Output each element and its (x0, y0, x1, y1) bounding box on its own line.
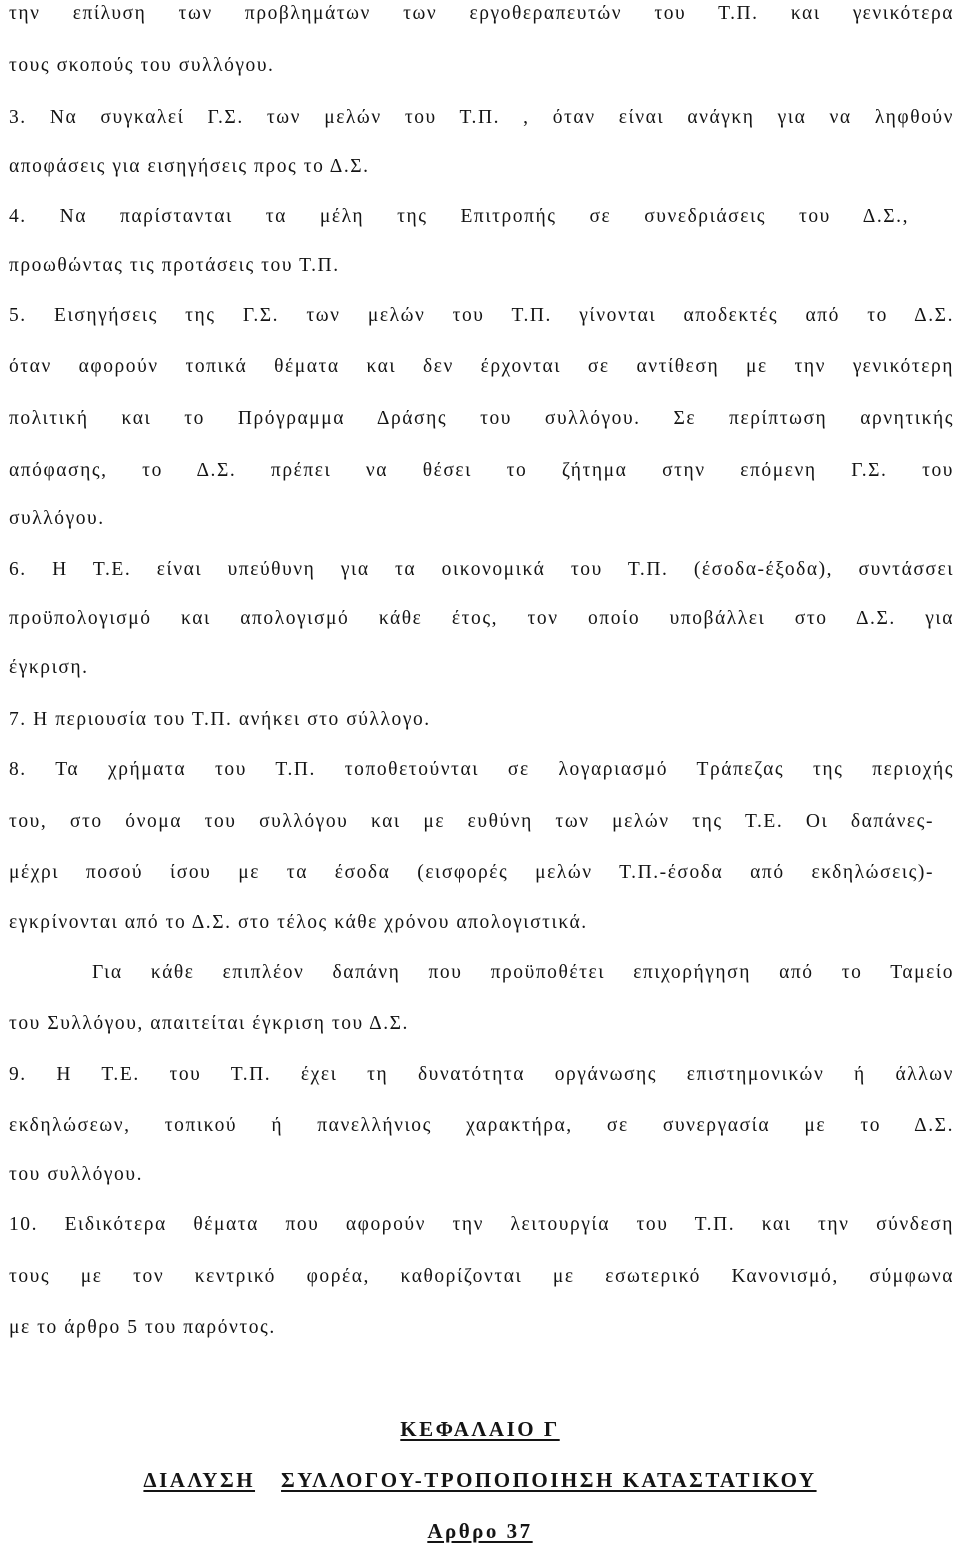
chapter-title-right: ΣΥΛΛΟΓΟΥ-ΤΡΟΠΟΠΟΙΗΣΗ ΚΑΤΑΣΤΑΤΙΚΟΥ (281, 1468, 817, 1492)
text-line: εκδηλώσεων, τοπικού ή πανελλήνιος χαρακτήρα, σε συνεργασία με το Δ.Σ. (9, 1115, 954, 1136)
text-line: Για κάθε επιπλέον δαπάνη που προϋποθέτει επιχορήγηση από το Ταμείο (92, 962, 954, 983)
text-line: μέχρι ποσού ίσου με τα έσοδα (εισφορές μελών Τ.Π.-έσοδα από εκδηλώσεις)- (9, 862, 934, 883)
text-line: προωθώντας τις προτάσεις του Τ.Π. (9, 255, 340, 276)
text-line: 7. Η περιουσία του Τ.Π. ανήκει στο σύλλογο. (9, 709, 431, 730)
chapter-title-left: ΔΙΑΛΥΣΗ (143, 1468, 256, 1492)
text-line: τους σκοπούς του συλλόγου. (9, 55, 275, 76)
text-line: πολιτική και το Πρόγραμμα Δράσης του συλλόγου. Σε περίπτωση αρνητικής (9, 408, 954, 429)
text-line: 3. Να συγκαλεί Γ.Σ. των μελών του Τ.Π. , όταν είναι ανάγκη για να ληφθούν (9, 107, 954, 128)
text-line: 10. Ειδικότερα θέματα που αφορούν την λειτουργία του Τ.Π. και την σύνδεση (9, 1214, 954, 1235)
text-line: προϋπολογισμό και απολογισμό κάθε έτος, τον οποίο υποβάλλει στο Δ.Σ. για (9, 608, 954, 629)
text-line: τους με τον κεντρικό φορέα, καθορίζονται με εσωτερικό Κανονισμό, σύμφωνα (9, 1266, 954, 1287)
chapter-heading-text: ΚΕΦΑΛΑΙΟ Γ (400, 1417, 560, 1441)
text-line: 4. Να παρίστανται τα μέλη της Επιτροπής σε συνεδριάσεις του Δ.Σ., (9, 206, 909, 227)
text-line: εγκρίνονται από το Δ.Σ. στο τέλος κάθε χρόνου απολογιστικά. (9, 912, 588, 933)
text-line: αποφάσεις για εισηγήσεις προς το Δ.Σ. (9, 156, 370, 177)
text-line: του Συλλόγου, απαιτείται έγκριση του Δ.Σ. (9, 1013, 409, 1034)
text-line: έγκριση. (9, 657, 89, 678)
text-line: όταν αφορούν τοπικά θέματα και δεν έρχονται σε αντίθεση με την γενικότερη (9, 356, 954, 377)
text-line: 5. Εισηγήσεις της Γ.Σ. των μελών του Τ.Π. γίνονται αποδεκτές από το Δ.Σ. (9, 305, 954, 326)
text-line: 9. Η Τ.Ε. του Τ.Π. έχει τη δυνατότητα οργάνωσης επιστημονικών ή άλλων (9, 1064, 954, 1085)
text-line: με το άρθρο 5 του παρόντος. (9, 1317, 276, 1338)
text-line: απόφασης, το Δ.Σ. πρέπει να θέσει το ζήτημα στην επόμενη Γ.Σ. του (9, 460, 954, 481)
article-heading-text: Αρθρο 37 (427, 1519, 533, 1543)
text-line: του, στο όνομα του συλλόγου και με ευθύνη των μελών της Τ.Ε. Οι δαπάνες- (9, 811, 934, 832)
text-line: 6. Η Τ.Ε. είναι υπεύθυνη για τα οικονομικά του Τ.Π. (έσοδα-έξοδα), συντάσσει (9, 559, 954, 580)
article-heading (0, 1518, 960, 1544)
chapter-heading (0, 1416, 960, 1442)
text-line: την επίλυση των προβλημάτων των εργοθεραπευτών του Τ.Π. και γενικότερα (9, 3, 954, 24)
chapter-title (0, 1467, 960, 1493)
text-line: του συλλόγου. (9, 1164, 143, 1185)
text-line: 8. Τα χρήματα του Τ.Π. τοποθετούνται σε λογαριασμό Τράπεζας της περιοχής (9, 759, 954, 780)
text-line: συλλόγου. (9, 508, 105, 529)
